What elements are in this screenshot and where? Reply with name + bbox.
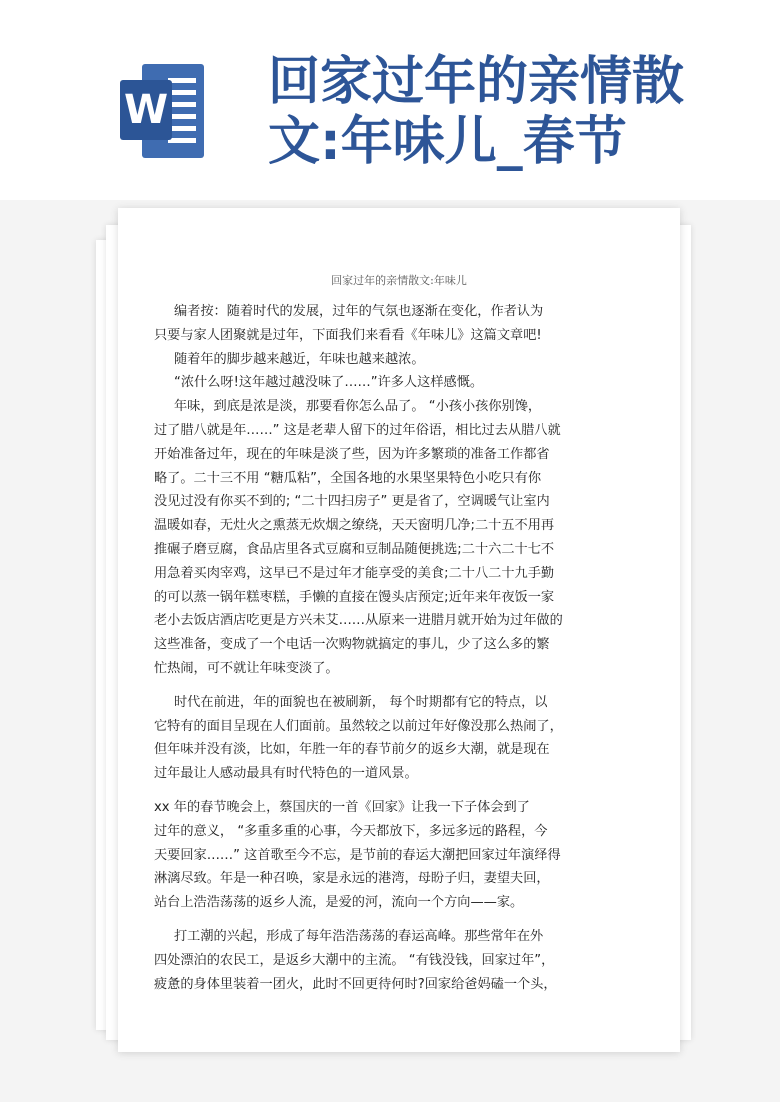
paragraph: [154, 371, 654, 395]
paragraph-line: 四处漂泊的农民工，是返乡大潮中的主流。 “有钱没钱，回家过年”，: [154, 952, 555, 968]
paragraph-line: 略了。二十三不用 “糖瓜粘”，全国各地的水果坚果特色小吃只有你: [154, 470, 542, 486]
paragraph-line: 过了腊八就是年……” 这是老辈人留下的过年俗语，相比过去从腊八就: [154, 422, 561, 438]
paragraph-line: 没见过没有你买不到的; “二十四扫房子” 更是省了，空调暖气让室内: [154, 494, 550, 510]
document-page: [118, 208, 680, 1052]
document-heading: 回家过年的亲情散文:年味儿: [331, 274, 467, 287]
paragraph-line: 打工潮的兴起，形成了每年浩浩荡荡的春运高峰。那些常年在外: [174, 928, 544, 944]
paragraph: [154, 925, 654, 996]
paragraph: [154, 348, 654, 372]
page-title-line: 文:年味儿_春节: [268, 112, 627, 172]
paragraph-line: 忙热闹，可不就让年味变淡了。: [154, 660, 339, 676]
paragraph: [154, 796, 654, 915]
paragraph-line: 这些准备，变成了一个电话一次购物就搞定的事儿，少了这么多的繁: [154, 637, 550, 653]
paragraph-line: 编者按：随着时代的发展，过年的气氛也逐渐在变化，作者认为: [174, 304, 544, 319]
paragraph-line: 随着年的脚步越来越近，年味也越来越浓。: [174, 351, 425, 367]
paragraph-line: 的可以蒸一锅年糕枣糕，手懒的直接在馒头店预定;近年来年夜饭一家: [154, 589, 555, 605]
paragraph-line: 温暖如春，无灶火之熏蒸无炊烟之缭绕，天天窗明几净;二十五不用再: [154, 518, 555, 534]
paragraph-line: 站台上浩浩荡荡的返乡人流，是爱的河，流向一个方向——家。: [154, 895, 524, 911]
paragraph-line: 但年味并没有淡，比如，年胜一年的春节前夕的返乡大潮，就是现在: [154, 742, 550, 758]
paragraph-line: “浓什么呀!这年越过越没味了……”许多人这样感慨。: [174, 375, 484, 391]
paragraph-line: 过年最让人感动最具有时代特色的一道风景。: [154, 766, 418, 782]
paragraph: [154, 300, 654, 348]
page-header: [0, 0, 780, 200]
paragraph-line: 年味，到底是浓是淡，那要看你怎么品了。 “小孩小孩你别馋，: [174, 399, 542, 415]
paragraph-line: 推碾子磨豆腐，食品店里各式豆腐和豆制品随便挑选;二十六二十七不: [154, 541, 555, 557]
paragraph-line: 它特有的面目呈现在人们面前。虽然较之以前过年好像没那么热闹了，: [154, 718, 563, 734]
paragraph-line: 过年的意义， “多重多重的心事，今天都放下，多远多远的路程，今: [154, 823, 548, 839]
paragraph-line: 天要回家……” 这首歌至今不忘，是节前的春运大潮把回家过年演绎得: [154, 847, 561, 863]
paragraph-line: 开始准备过年，现在的年味是淡了些，因为许多繁琐的准备工作都省: [154, 446, 550, 462]
paragraph-line: 淋漓尽致。年是一种召唤，家是永远的港湾，母盼子归，妻望夫回，: [154, 871, 550, 887]
word-document-icon: [120, 64, 204, 158]
paragraph: [154, 395, 654, 681]
paragraph-line: 疲惫的身体里装着一团火，此时不回更待何时?回家给爸妈磕一个头，: [154, 976, 557, 992]
paragraph-line: 时代在前进，年的面貌也在被刷新， 每个时期都有它的特点，以: [174, 694, 548, 710]
paragraph-line: 只要与家人团聚就是过年，下面我们来看看《年味儿》这篇文章吧!: [154, 327, 542, 343]
paragraph-line: 老小去饭店酒店吃更是方兴未艾……从原来一进腊月就开始为过年做的: [154, 613, 563, 629]
paragraph-line: 用急着买肉宰鸡，这早已不是过年才能享受的美食;二十八二十九手勤: [154, 565, 555, 581]
word-badge: W: [120, 80, 172, 140]
page-title: [268, 52, 768, 172]
paragraph: [154, 691, 654, 786]
document-body: [154, 300, 654, 996]
paragraph-line: xx 年的春节晚会上，蔡国庆的一首《回家》让我一下子体会到了: [154, 799, 530, 815]
page-title-line: 回家过年的亲情散: [268, 52, 685, 112]
